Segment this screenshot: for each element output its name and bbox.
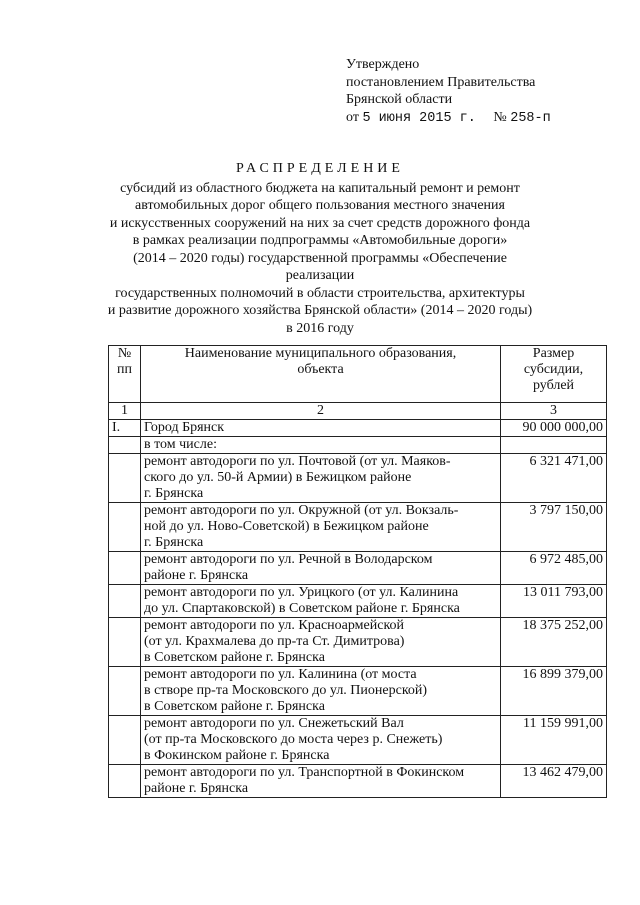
approval-date-line xyxy=(346,109,551,128)
approval-line-1: Утверждено xyxy=(346,57,420,72)
section-amount: 90 000 000,00 xyxy=(501,420,607,437)
subsidy-amount: 13 011 793,00 xyxy=(501,585,607,618)
object-name: ремонт автодороги по ул. Снежетьский Вал (от пр-та Московского до моста через р. Снежеть) в Фокинском районе г. Брянска xyxy=(141,716,501,765)
object-name: ремонт автодороги по ул. Окружной (от ул. Вокзаль- ной до ул. Ново-Советской) в Бежицком районе г. Брянска xyxy=(141,503,501,552)
table-row xyxy=(109,552,607,585)
object-name: ремонт автодороги по ул. Транспортной в Фокинском районе г. Брянска xyxy=(141,765,501,798)
title-lines xyxy=(100,180,540,338)
table-row xyxy=(109,667,607,716)
table-row xyxy=(109,716,607,765)
object-name: ремонт автодороги по ул. Почтовой (от ул. Маяков- ского до ул. 50-й Армии) в Бежицком районе г. Брянска xyxy=(141,454,501,503)
subsidy-amount: 6 972 485,00 xyxy=(501,552,607,585)
title-line: государственных полномочий в области строительства, архитектуры xyxy=(115,285,525,301)
table-row xyxy=(109,618,607,667)
object-name: ремонт автодороги по ул. Красноармейской (от ул. Крахмалева до пр-та Ст. Димитрова) в Советском районе г. Брянска xyxy=(141,618,501,667)
col-number-1: 1 xyxy=(109,403,141,420)
object-name: ремонт автодороги по ул. Урицкого (от ул. Калинина до ул. Спартаковской) в Советском районе г. Брянска xyxy=(141,585,501,618)
subsidy-amount: 18 375 252,00 xyxy=(501,618,607,667)
title-line: в рамках реализации подпрограммы «Автомобильные дороги» xyxy=(132,233,508,248)
section-index: I. xyxy=(109,420,141,437)
including-row xyxy=(109,437,607,454)
col-number-2: 2 xyxy=(141,403,501,420)
approval-line-3: Брянской области xyxy=(346,92,453,107)
approval-stamp xyxy=(346,56,551,127)
title-heading: РАСПРЕДЕЛЕНИЕ xyxy=(236,161,404,176)
header-number: № пп xyxy=(109,346,141,403)
table-row xyxy=(109,765,607,798)
including-label: в том числе: xyxy=(141,437,501,454)
title-line: (2014 – 2020 годы) государственной программы «Обеспечение реализации xyxy=(133,250,507,283)
table-row xyxy=(109,454,607,503)
header-amount: Размер субсидии, рублей xyxy=(501,346,607,403)
approval-number: 258-п xyxy=(510,110,551,126)
number-prefix: № xyxy=(493,109,507,125)
document-title xyxy=(100,160,540,337)
approval-line-2: постановлением Правительства xyxy=(346,74,536,90)
table-rows xyxy=(109,454,607,798)
approval-date: 5 июня 2015 г. xyxy=(362,110,476,126)
header-name: Наименование муниципального образования, объекта xyxy=(141,346,501,403)
subsidy-amount: 11 159 991,00 xyxy=(501,716,607,765)
title-line: в 2016 году xyxy=(286,320,354,336)
subsidy-table xyxy=(108,345,607,798)
subsidy-amount: 16 899 379,00 xyxy=(501,667,607,716)
title-line: и развитие дорожного хозяйства Брянской области» (2014 – 2020 годы) xyxy=(107,303,533,318)
column-number-row xyxy=(109,403,607,420)
title-line: субсидий из областного бюджета на капитальный ремонт и ремонт xyxy=(120,180,520,196)
table-row xyxy=(109,503,607,552)
title-line: и искусственных сооружений на них за счет средств дорожного фонда xyxy=(109,215,531,231)
date-prefix: от xyxy=(346,109,359,125)
title-line: автомобильных дорог общего пользования местного значения xyxy=(135,198,505,213)
section-row xyxy=(109,420,607,437)
subsidy-amount: 3 797 150,00 xyxy=(501,503,607,552)
object-name: ремонт автодороги по ул. Речной в Володарском районе г. Брянска xyxy=(141,552,501,585)
subsidy-amount: 6 321 471,00 xyxy=(501,454,607,503)
object-name: ремонт автодороги по ул. Калинина (от моста в створе пр-та Московского до ул. Пионерской) в Советском районе г. Брянска xyxy=(141,667,501,716)
subsidy-amount: 13 462 479,00 xyxy=(501,765,607,798)
table-header-row xyxy=(109,346,607,403)
col-number-3: 3 xyxy=(501,403,607,420)
section-name: Город Брянск xyxy=(141,420,501,437)
table-row xyxy=(109,585,607,618)
